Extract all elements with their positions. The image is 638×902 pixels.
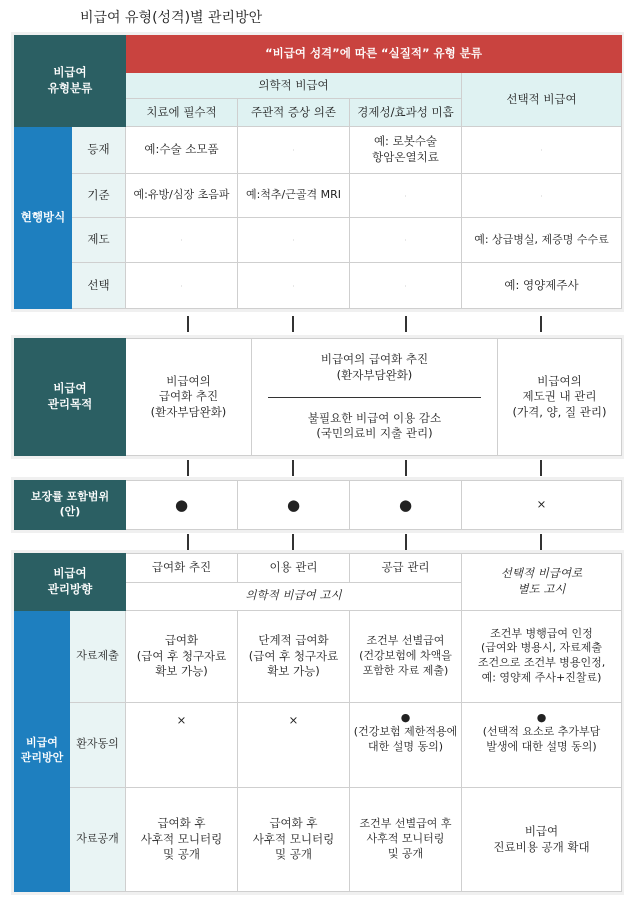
coverage-cell: ● bbox=[350, 481, 462, 530]
cell: · bbox=[350, 262, 462, 308]
management-table bbox=[14, 553, 622, 892]
cell: 예:수술 소모품 bbox=[126, 126, 238, 173]
dir-usage: 이용 관리 bbox=[238, 554, 350, 583]
connector bbox=[405, 460, 407, 476]
connector bbox=[187, 316, 189, 332]
selective-notice: 선택적 비급여로 별도 고시 bbox=[462, 554, 622, 611]
classification-panel bbox=[11, 32, 624, 312]
cell: · bbox=[462, 126, 622, 173]
cell: 예: 로봇수술 항암온열치료 bbox=[350, 126, 462, 173]
coverage-header: 보장률 포함범위 (안) bbox=[15, 481, 126, 530]
cell: 예:유방/심장 초음파 bbox=[126, 173, 238, 217]
row-label-choice: 선택 bbox=[72, 262, 126, 308]
connector bbox=[187, 534, 189, 550]
connector bbox=[540, 460, 542, 476]
connector bbox=[292, 534, 294, 550]
classification-table bbox=[14, 35, 622, 309]
row-label-system: 제도 bbox=[72, 218, 126, 262]
cell: × bbox=[126, 702, 238, 788]
cell: 예:척추/근골격 MRI bbox=[238, 173, 350, 217]
connector bbox=[540, 316, 542, 332]
purpose-left: 비급여의 급여화 추진 (환자부담완화) bbox=[126, 339, 252, 456]
cell: · bbox=[350, 218, 462, 262]
cell: 단계적 급여화 (급여 후 청구자료 확보 가능) bbox=[238, 611, 350, 703]
connector bbox=[292, 460, 294, 476]
cell: 조건부 병행급여 인정 (급여와 병용시, 자료제출 조건으로 조건부 병용인정, 예: 영양제 주사+진찰료) bbox=[462, 611, 622, 703]
connector bbox=[540, 534, 542, 550]
current-method-header: 현행방식 bbox=[15, 126, 72, 308]
dir-supply: 공급 관리 bbox=[350, 554, 462, 583]
col-efficiency: 경제성/효과성 미흡 bbox=[350, 99, 462, 126]
row-label-listing: 등재 bbox=[72, 126, 126, 173]
cell: 예: 영양제주사 bbox=[462, 262, 622, 308]
cell: · bbox=[238, 218, 350, 262]
cell: · bbox=[350, 173, 462, 217]
dir-covered: 급여화 추진 bbox=[126, 554, 238, 583]
row-label-data-submit: 자료제출 bbox=[70, 611, 126, 703]
cell: 조건부 선별급여 (건강보험에 차액을 포함한 자료 제출) bbox=[350, 611, 462, 703]
type-classification-header: 비급여 유형분류 bbox=[15, 36, 126, 127]
coverage-cell: × bbox=[462, 481, 622, 530]
cell: 비급여 진료비용 공개 확대 bbox=[462, 788, 622, 892]
purpose-table bbox=[14, 338, 622, 456]
cell: ● (선택적 요소로 추가부담 발생에 대한 설명 동의) bbox=[462, 702, 622, 788]
medical-noncovered-header: 의학적 비급여 bbox=[126, 73, 462, 99]
coverage-cell: ● bbox=[238, 481, 350, 530]
purpose-panel bbox=[11, 335, 624, 459]
page-title: 비급여 유형(성격)별 관리방안 bbox=[80, 10, 263, 26]
cell: · bbox=[126, 262, 238, 308]
cell: 급여화 후 사후적 모니터링 및 공개 bbox=[238, 788, 350, 892]
cell: 조건부 선별급여 후 사후적 모니터링 및 공개 bbox=[350, 788, 462, 892]
coverage-table bbox=[14, 480, 622, 530]
management-plan-header: 비급여 관리방안 bbox=[15, 611, 70, 892]
connector bbox=[405, 534, 407, 550]
purpose-middle bbox=[252, 339, 498, 456]
direction-header: 비급여 관리방향 bbox=[15, 554, 126, 611]
cell: · bbox=[126, 218, 238, 262]
cell: 예: 상급병실, 제증명 수수료 bbox=[462, 218, 622, 262]
col-subjective: 주관적 증상 의존 bbox=[238, 99, 350, 126]
cell: · bbox=[462, 173, 622, 217]
real-type-header: “비급여 성격”에 따른 “실질적” 유형 분류 bbox=[126, 36, 622, 73]
selective-noncovered-header: 선택적 비급여 bbox=[462, 73, 622, 126]
connector bbox=[292, 316, 294, 332]
management-panel bbox=[11, 550, 624, 895]
coverage-cell: ● bbox=[126, 481, 238, 530]
cell: · bbox=[238, 262, 350, 308]
medical-notice: 의학적 비급여 고시 bbox=[126, 582, 462, 611]
connector bbox=[405, 316, 407, 332]
coverage-panel bbox=[11, 477, 624, 533]
row-label-data-disclosure: 자료공개 bbox=[70, 788, 126, 892]
cell: × bbox=[238, 702, 350, 788]
row-label-criteria: 기준 bbox=[72, 173, 126, 217]
purpose-right: 비급여의 제도권 내 관리 (가격, 양, 질 관리) bbox=[498, 339, 622, 456]
purpose-middle-bottom: 불필요한 비급여 이용 감소 (국민의료비 지출 관리) bbox=[268, 397, 481, 456]
cell: 급여화 (급여 후 청구자료 확보 가능) bbox=[126, 611, 238, 703]
connector bbox=[187, 460, 189, 476]
col-essential: 치료에 필수적 bbox=[126, 99, 238, 126]
row-label-patient-consent: 환자동의 bbox=[70, 702, 126, 788]
cell: · bbox=[238, 126, 350, 173]
purpose-header: 비급여 관리목적 bbox=[15, 339, 126, 456]
cell: ● (건강보험 제한적용에 대한 설명 동의) bbox=[350, 702, 462, 788]
purpose-middle-top: 비급여의 급여화 추진 (환자부담완화) bbox=[320, 352, 429, 382]
cell: 급여화 후 사후적 모니터링 및 공개 bbox=[126, 788, 238, 892]
